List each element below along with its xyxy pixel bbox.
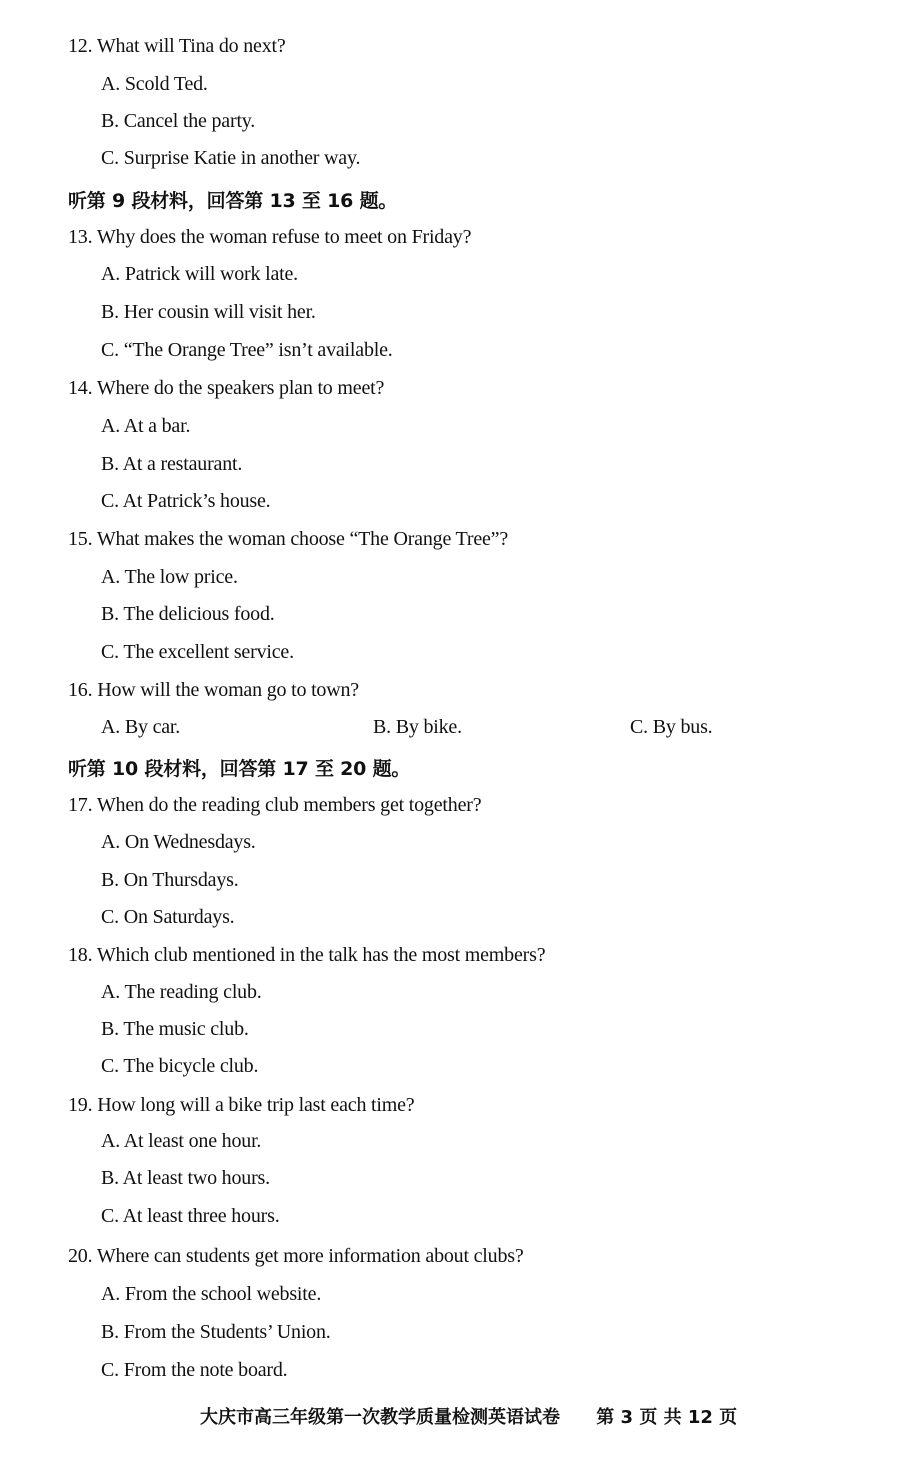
- option-18c: C. The bicycle club.: [101, 1055, 259, 1077]
- option-12b: B. Cancel the party.: [101, 110, 256, 132]
- option-16b: B. By bike.: [373, 716, 462, 738]
- option-12a: A. Scold Ted.: [101, 73, 208, 95]
- option-17a: A. On Wednesdays.: [101, 831, 256, 853]
- option-14c: C. At Patrick’s house.: [101, 490, 271, 512]
- page-footer: [200, 1403, 737, 1429]
- section-heading-10: 听第 10 段材料，回答第 17 至 20 题。: [68, 758, 411, 780]
- question-19: 19. How long will a bike trip last each time?: [68, 1094, 415, 1116]
- question-20: 20. Where can students get more information about clubs?: [68, 1245, 524, 1267]
- option-13c: C. “The Orange Tree” isn’t available.: [101, 339, 393, 361]
- option-20c: C. From the note board.: [101, 1359, 288, 1381]
- option-16c: C. By bus.: [630, 716, 713, 738]
- option-16a: A. By car.: [101, 716, 181, 738]
- option-19c: C. At least three hours.: [101, 1205, 280, 1227]
- option-18b: B. The music club.: [101, 1018, 249, 1040]
- option-14a: A. At a bar.: [101, 415, 191, 437]
- question-18: 18. Which club mentioned in the talk has the most members?: [68, 944, 546, 966]
- option-20a: A. From the school website.: [101, 1283, 322, 1305]
- option-19b: B. At least two hours.: [101, 1167, 270, 1189]
- exam-title: 大庆市高三年级第一次教学质量检测英语试卷: [200, 1407, 560, 1428]
- question-15: 15. What makes the woman choose “The Orange Tree”?: [68, 528, 509, 550]
- option-15a: A. The low price.: [101, 566, 238, 588]
- option-13a: A. Patrick will work late.: [101, 263, 298, 285]
- question-13: 13. Why does the woman refuse to meet on Friday?: [68, 226, 472, 248]
- question-14: 14. Where do the speakers plan to meet?: [68, 377, 385, 399]
- question-16: 16. How will the woman go to town?: [68, 679, 359, 701]
- question-17: 17. When do the reading club members get together?: [68, 794, 482, 816]
- option-17b: B. On Thursdays.: [101, 869, 239, 891]
- option-15b: B. The delicious food.: [101, 603, 275, 625]
- option-14b: B. At a restaurant.: [101, 453, 243, 475]
- option-17c: C. On Saturdays.: [101, 906, 235, 928]
- section-heading-9: 听第 9 段材料，回答第 13 至 16 题。: [68, 190, 398, 212]
- option-13b: B. Her cousin will visit her.: [101, 301, 316, 323]
- option-12c: C. Surprise Katie in another way.: [101, 147, 361, 169]
- option-15c: C. The excellent service.: [101, 641, 294, 663]
- option-20b: B. From the Students’ Union.: [101, 1321, 331, 1343]
- page-number: 第 3 页 共 12 页: [596, 1407, 738, 1428]
- question-12: 12. What will Tina do next?: [68, 35, 286, 57]
- option-19a: A. At least one hour.: [101, 1130, 262, 1152]
- option-18a: A. The reading club.: [101, 981, 262, 1003]
